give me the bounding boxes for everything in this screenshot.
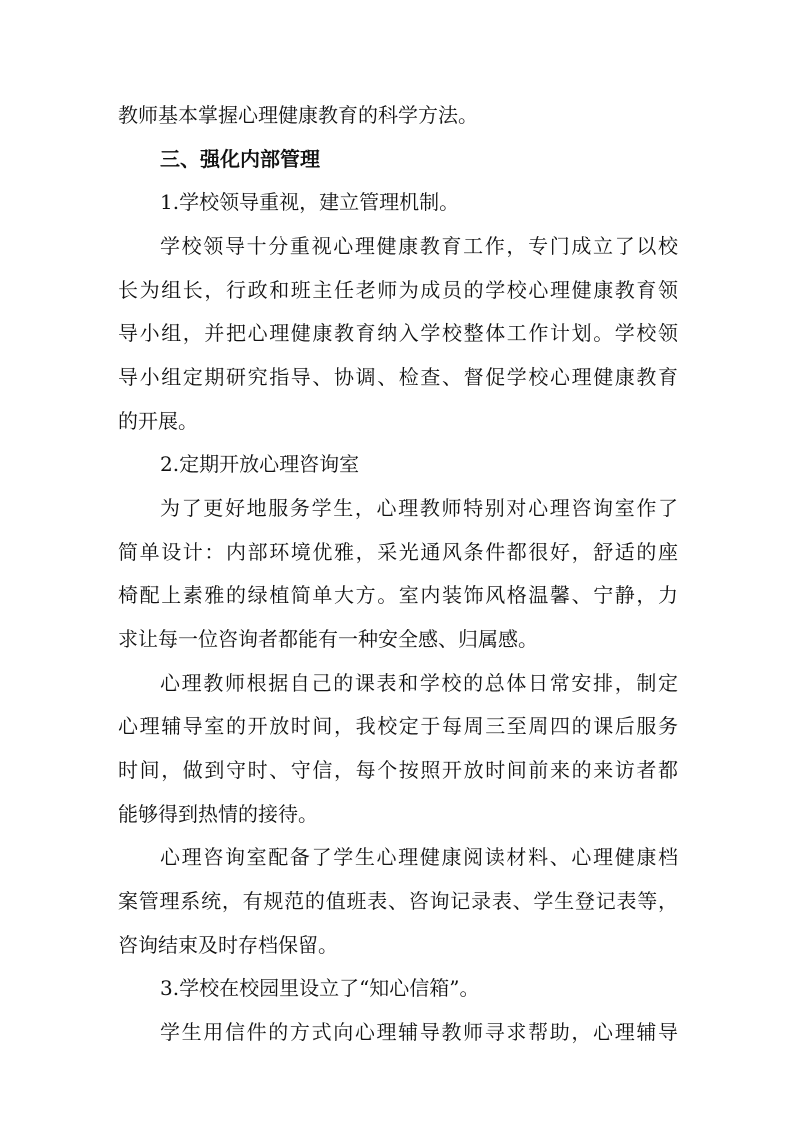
section-heading: 三、强化内部管理	[160, 147, 320, 171]
text-line: 案管理系统，有规范的值班表、咨询记录表、学生登记表等，	[118, 889, 678, 913]
subsection-heading: 3.学校在校园里设立了“知心信箱”。	[160, 976, 480, 1000]
text-line: 导小组，并把心理健康教育纳入学校整体工作计划。学校领	[118, 321, 678, 345]
text-line: 时间，做到守时、守信，每个按照开放时间前来的来访者都	[118, 758, 678, 782]
subsection-heading: 2.定期开放心理咨询室	[160, 452, 360, 476]
text-line: 的开展。	[118, 409, 198, 433]
text-line: 能够得到热情的接待。	[118, 802, 318, 826]
text-line: 简单设计：内部环境优雅，采光通风条件都很好，舒适的座	[118, 540, 678, 564]
text-line: 椅配上素雅的绿植简单大方。室内装饰风格温馨、宁静，力	[118, 583, 678, 607]
text-line: 心理咨询室配备了学生心理健康阅读材料、心理健康档	[160, 845, 678, 869]
text-line: 心理辅导室的开放时间，我校定于每周三至周四的课后服务	[118, 714, 678, 738]
text-line: 学校领导十分重视心理健康教育工作，专门成立了以校	[160, 234, 678, 258]
text-line: 为了更好地服务学生，心理教师特别对心理咨询室作了	[160, 496, 678, 520]
text-line: 学生用信件的方式向心理辅导教师寻求帮助，心理辅导	[160, 1020, 678, 1044]
text-line: 教师基本掌握心理健康教育的科学方法。	[118, 103, 478, 127]
text-line: 咨询结束及时存档保留。	[118, 933, 338, 957]
subsection-heading: 1.学校领导重视，建立管理机制。	[160, 190, 460, 214]
text-line: 导小组定期研究指导、协调、检查、督促学校心理健康教育	[118, 365, 678, 389]
text-line: 求让每一位咨询者都能有一种安全感、归属感。	[118, 627, 538, 651]
text-line: 心理教师根据自己的课表和学校的总体日常安排，制定	[160, 671, 678, 695]
text-line: 长为组长，行政和班主任老师为成员的学校心理健康教育领	[118, 278, 678, 302]
